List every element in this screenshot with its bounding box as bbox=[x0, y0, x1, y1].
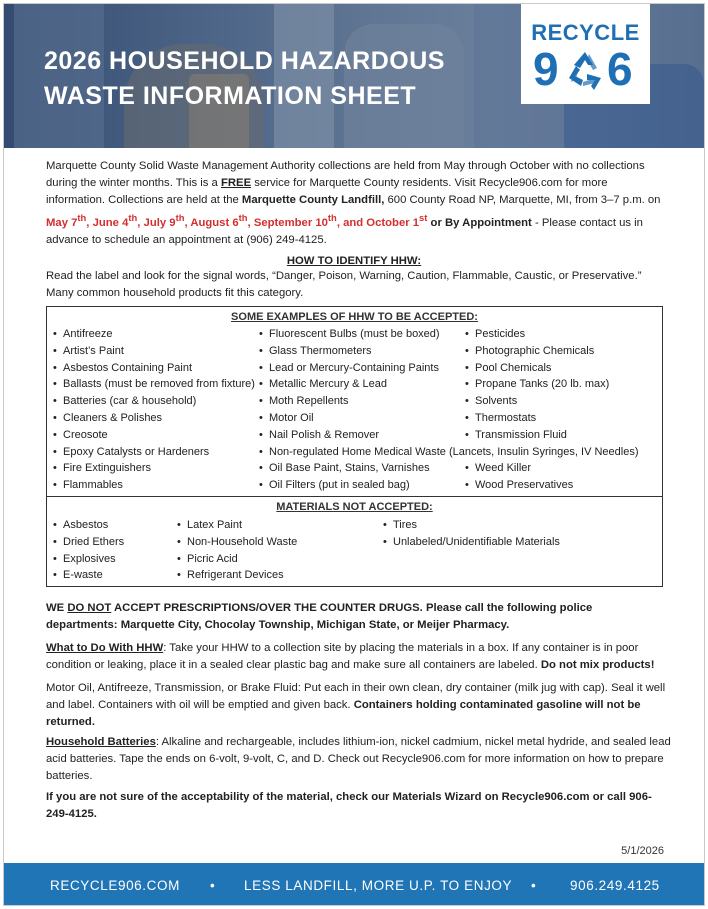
footer-slogan: LESS LANDFILL, MORE U.P. TO ENJOY bbox=[244, 878, 513, 893]
intro-paragraph bbox=[46, 158, 666, 249]
list-item: • Non-regulated Home Medical Waste (Lancets, Insulin Syringes, IV Needles) bbox=[259, 444, 638, 461]
not-accepted-list-col2 bbox=[177, 517, 297, 584]
drugs-notice: WE DO NOT ACCEPT PRESCRIPTIONS/OVER THE COUNTER DRUGS. Please call the following police departments: Marquette City, Chocolay Township, Michigan State, or Meijer Pharmacy. bbox=[46, 602, 593, 631]
batteries-label: Household Batteries bbox=[46, 736, 156, 748]
batteries-paragraph: Household Batteries: Alkaline and rechargeable, includes lithium-ion, nickel cadmium, nickel metal hydride, and sealed lead acid batteries. Tape the ends on 6-volt, 9-volt, C, and D. Check out Recycle906.com for more information on how to prepare batteries. bbox=[46, 736, 671, 782]
list-item: • Metallic Mercury & Lead bbox=[259, 376, 638, 393]
list-item: • Refrigerant Devices bbox=[177, 567, 297, 584]
what-to-do-label: What to Do With HHW bbox=[46, 642, 164, 654]
list-item: • Ballasts (must be removed from fixture) bbox=[53, 376, 255, 393]
list-item: • Pesticides bbox=[465, 326, 609, 343]
list-item: • Fire Extinguishers bbox=[53, 460, 255, 477]
footer-separator: • bbox=[210, 878, 216, 893]
list-item: • Unlabeled/Unidentifiable Materials bbox=[383, 534, 560, 551]
logo-digit-9: 9 bbox=[533, 43, 559, 95]
footer-phone: 906.249.4125 bbox=[570, 878, 660, 893]
list-item: • Explosives bbox=[53, 551, 124, 568]
not-accepted-heading: MATERIALS NOT ACCEPTED: bbox=[276, 501, 433, 513]
accepted-list-col3 bbox=[465, 326, 609, 494]
revision-date: 5/1/2026 bbox=[621, 845, 664, 857]
list-item: • Moth Repellents bbox=[259, 393, 638, 410]
list-item: • Nail Polish & Remover bbox=[259, 427, 638, 444]
materials-wizard-notice: If you are not sure of the acceptability of the material, check our Materials Wizard on Recycle906.com or call 906-249-4125. bbox=[46, 791, 652, 820]
list-item: • Batteries (car & household) bbox=[53, 393, 255, 410]
intro-text: - Please contact us in advance to schedule an appointment at (906) 249-4125. bbox=[46, 216, 643, 246]
box-divider bbox=[47, 496, 662, 497]
footer-website-link[interactable]: RECYCLE906.COM bbox=[50, 878, 180, 893]
list-item: • Transmission Fluid bbox=[465, 427, 609, 444]
gasoline-warning: Containers holding contaminated gasoline will not be returned. bbox=[46, 699, 641, 728]
landfill-location: Marquette County Landfill, bbox=[241, 194, 385, 206]
list-item: • Flammables bbox=[53, 477, 255, 494]
list-item: • Fluorescent Bulbs (must be boxed) bbox=[259, 326, 638, 343]
what-to-do-paragraph: What to Do With HHW: Take your HHW to a collection site by placing the materials in a box. If any container is in poor condition or leaking, place it in a sealed clear plastic bag and make sure all containers are labeled. Do not mix products! bbox=[46, 642, 655, 671]
list-item: • Tires bbox=[383, 517, 560, 534]
list-item: • Wood Preservatives bbox=[465, 477, 609, 494]
accepted-list-col1 bbox=[53, 326, 255, 494]
list-item: • Antifreeze bbox=[53, 326, 255, 343]
footer-separator: • bbox=[531, 878, 537, 893]
accepted-heading: SOME EXAMPLES OF HHW TO BE ACCEPTED: bbox=[231, 311, 478, 323]
not-accepted-list-col1 bbox=[53, 517, 124, 584]
list-item: • Solvents bbox=[465, 393, 609, 410]
list-item: • Artist’s Paint bbox=[53, 343, 255, 360]
list-item: • Oil Base Paint, Stains, Varnishes bbox=[259, 460, 638, 477]
list-item: • Motor Oil bbox=[259, 410, 638, 427]
hhw-materials-box bbox=[46, 306, 663, 587]
page-title bbox=[44, 44, 504, 114]
list-item: • Asbestos Containing Paint bbox=[53, 360, 255, 377]
logo-digit-6: 6 bbox=[607, 43, 633, 95]
identify-heading: HOW TO IDENTIFY HHW: bbox=[286, 255, 422, 267]
list-item: • Dried Ethers bbox=[53, 534, 124, 551]
by-appointment: or By Appointment bbox=[427, 216, 532, 229]
recycle-icon bbox=[563, 48, 607, 92]
collection-dates: May 7th, June 4th, July 9th, August 6th, September 10th, and October 1st bbox=[46, 212, 428, 229]
list-item: • Latex Paint bbox=[177, 517, 297, 534]
recycle906-logo bbox=[521, 4, 650, 104]
list-item: • Oil Filters (put in sealed bag) bbox=[259, 477, 638, 494]
title-line-2: WASTE INFORMATION SHEET bbox=[44, 82, 417, 110]
list-item: • Cleaners & Polishes bbox=[53, 410, 255, 427]
intro-text: 600 County Road NP, Marquette, MI, from 3–7 p.m. on bbox=[384, 194, 661, 206]
logo-word: RECYCLE bbox=[531, 20, 640, 45]
list-item: • Glass Thermometers bbox=[259, 343, 638, 360]
title-line-1: 2026 HOUSEHOLD HAZARDOUS bbox=[44, 47, 445, 75]
list-item: • Non-Household Waste bbox=[177, 534, 297, 551]
intro-text: service for Marquette County residents. Visit Recycle906.com for more information. Collections are held at the bbox=[46, 177, 608, 206]
not-accepted-list-col3 bbox=[383, 517, 560, 551]
list-item: • Creosote bbox=[53, 427, 255, 444]
list-item: • Lead or Mercury-Containing Paints bbox=[259, 360, 638, 377]
do-not-mix-emphasis: Do not mix products! bbox=[540, 659, 655, 671]
list-item: • Thermostats bbox=[465, 410, 609, 427]
identify-text: Read the label and look for the signal words, “Danger, Poison, Warning, Caution, Flammable, Caustic, or Preservative.” Many common household products fit this category. bbox=[46, 270, 642, 299]
intro-text: Marquette County Solid Waste Management Authority collections are held from May through October with no collections during the winter months. This is a bbox=[46, 160, 645, 189]
free-emphasis: FREE bbox=[220, 177, 252, 189]
list-item: • E-waste bbox=[53, 567, 124, 584]
list-item: • Epoxy Catalysts or Hardeners bbox=[53, 444, 255, 461]
list-item: • Weed Killer bbox=[465, 460, 609, 477]
list-item: • Asbestos bbox=[53, 517, 124, 534]
list-item: • Pool Chemicals bbox=[465, 360, 609, 377]
footer-bar bbox=[4, 863, 704, 905]
do-not-emphasis: DO NOT bbox=[67, 602, 112, 614]
motor-oil-paragraph: Motor Oil, Antifreeze, Transmission, or Brake Fluid: Put each in their own clean, dry container (milk jug with cap). Seal it well and label. Containers with oil will be emptied and given back. Containers holding contaminated gasoline will not be returned. bbox=[46, 682, 666, 728]
list-item: • Photographic Chemicals bbox=[465, 343, 609, 360]
list-item: • Picric Acid bbox=[177, 551, 297, 568]
list-item: • Propane Tanks (20 lb. max) bbox=[465, 376, 609, 393]
